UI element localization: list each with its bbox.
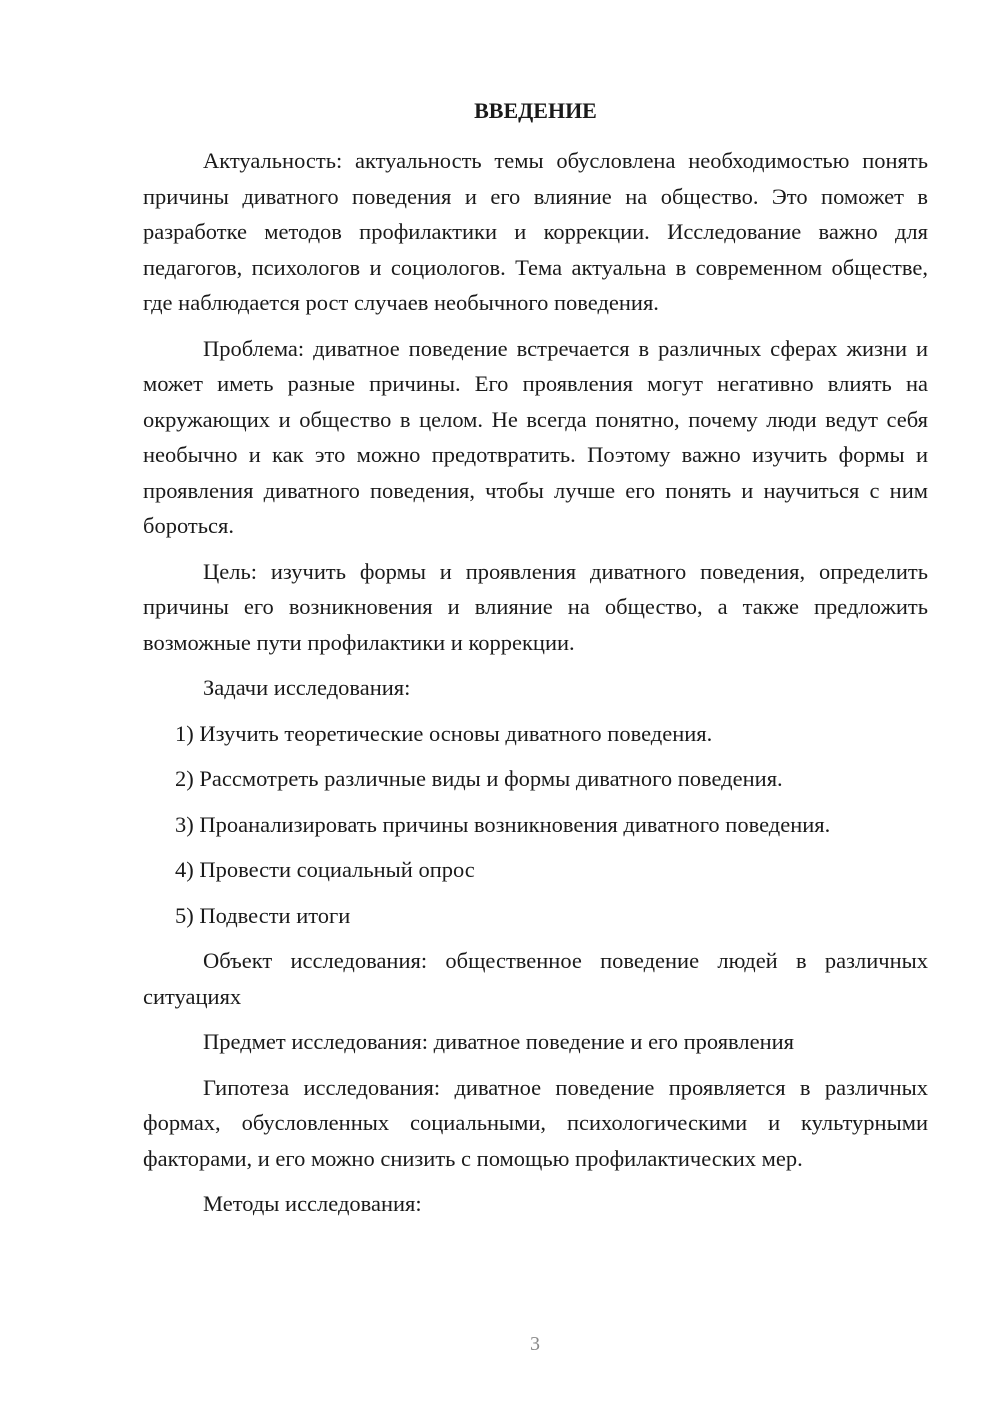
page-number: 3	[530, 1333, 540, 1355]
list-item: 4) Провести социальный опрос	[175, 857, 475, 882]
paragraph-hypothesis: Гипотеза исследования: диватное поведение проявляется в различных формах, обусловленных социальными, психологическими и культурными факторами, и его можно снизить с помощью профилактических мер.	[143, 1074, 928, 1171]
paragraph-problem: Проблема: диватное поведение встречается в различных сферах жизни и может иметь разные причины. Его проявления могут негативно влиять на окружающих и общество в целом. Не всегда понятно, почему люди ведут себя необычно и как это можно предотвратить. Поэтому важно изучить формы и проявления диватного поведения, чтобы лучше его понять и научиться с ним бороться.	[143, 335, 928, 538]
paragraph-object: Объект исследования: общественное поведение людей в различных ситуациях	[143, 948, 928, 1009]
paragraph-relevance: Актуальность: актуальность темы обусловлена необходимостью понять причины диватного поведения и его влияние на общество. Это поможет в разработке методов профилактики и коррекции. Исследование важно для педагогов, психологов и социологов. Тема актуальна в современном обществе, где наблюдается рост случаев необычного поведения.	[143, 148, 928, 315]
list-item: 2) Рассмотреть различные виды и формы диватного поведения.	[175, 766, 783, 791]
paragraph-goal: Цель: изучить формы и проявления диватного поведения, определить причины его возникновения и влияние на общество, а также предложить возможные пути профилактики и коррекции.	[143, 558, 928, 655]
paragraph-methods: Методы исследования:	[203, 1191, 422, 1216]
list-item: 1) Изучить теоретические основы диватного поведения.	[175, 720, 713, 746]
list-item: 5) Подвести итоги	[175, 902, 351, 928]
page-title: ВВЕДЕНИЕ	[474, 98, 597, 123]
paragraph-subject: Предмет исследования: диватное поведение и его проявления	[203, 1029, 795, 1054]
document-body	[143, 143, 928, 1232]
list-item: 3) Проанализировать причины возникновения диватного поведения.	[175, 811, 831, 837]
paragraph-tasks-heading: Задачи исследования:	[203, 675, 411, 700]
